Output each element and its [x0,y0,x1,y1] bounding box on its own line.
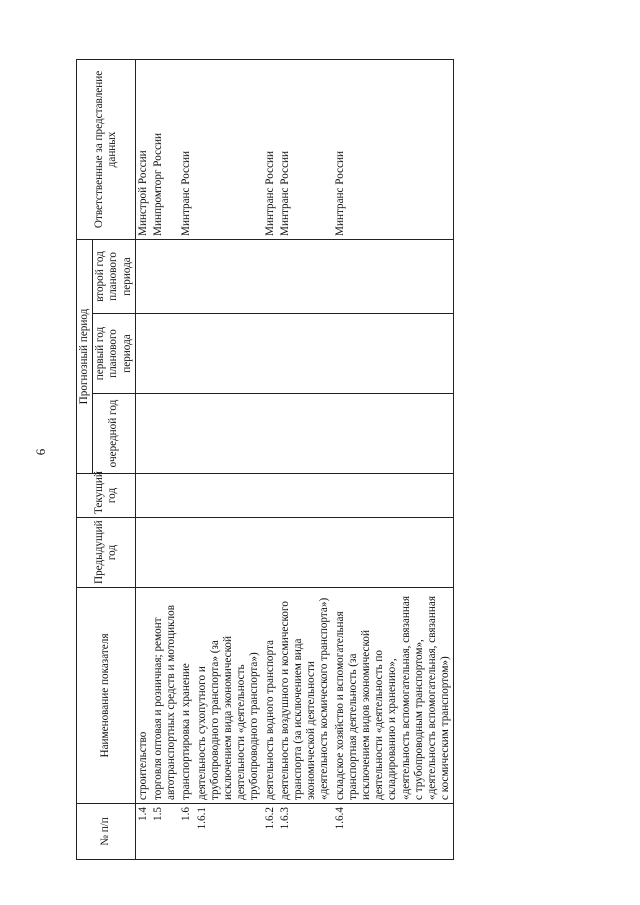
row-responsible: Минпромторг России [151,59,179,239]
row-responsible [195,59,263,239]
cell-plan1 [151,314,179,394]
cell-plan1 [195,314,263,394]
header-curr-year: Текущий год [77,474,136,518]
cell-next [151,394,179,474]
cell-prev [333,518,454,588]
cell-plan2 [278,239,333,313]
table-row [263,59,278,859]
row-responsible: Минтранс России [333,59,454,239]
cell-curr [135,474,151,518]
rotated-sheet [76,60,596,860]
cell-next [179,394,194,474]
row-num: 1.6.2 [263,804,278,860]
table-row [195,59,263,859]
header-plan-year-1: первый год планового периода [93,314,136,394]
cell-plan2 [195,239,263,313]
row-name: складское хозяйство и вспомогательная транспортная деятельность (за исключением видов экономической деятельности «деятельность по складированию и хранению», «деятельность вспомогательная, связанная с трубопроводным транспортом», «деятельность вспомогательная, связанная с космическим транспортом») [333,588,454,804]
row-name: деятельность сухопутного и трубопроводного транспорта» (за исключением вида экономической деятельности «деятельность трубопроводного транспорта») [195,588,263,804]
row-num: 1.5 [151,804,179,860]
cell-prev [151,518,179,588]
cell-next [263,394,278,474]
row-name: деятельность воздушного и космического транспорта (за исключением вида экономической деятельности «деятельность космического транспорта») [278,588,333,804]
indicator-table [76,59,454,860]
row-num: 1.6.3 [278,804,333,860]
cell-plan1 [278,314,333,394]
header-row-1 [77,59,93,859]
cell-plan1 [263,314,278,394]
table-row [135,59,151,859]
row-num: 1.6.1 [195,804,263,860]
table-row [333,59,454,859]
cell-prev [135,518,151,588]
cell-curr [263,474,278,518]
cell-curr [278,474,333,518]
row-responsible: Минтранс России [278,59,333,239]
cell-plan1 [179,314,194,394]
row-responsible: Минстрой России [135,59,151,239]
row-num: 1.6 [179,804,194,860]
row-name: транспортировка и хранение [179,588,194,804]
cell-prev [179,518,194,588]
header-responsible: Ответственные за представление данных [77,59,136,239]
header-num: № п/п [77,804,136,860]
cell-curr [333,474,454,518]
cell-curr [151,474,179,518]
table-row [151,59,179,859]
header-next-year: очередной год [93,394,136,474]
cell-next [333,394,454,474]
row-name: строительство [135,588,151,804]
cell-next [135,394,151,474]
row-num: 1.6.4 [333,804,454,860]
row-responsible: Минтранс России [263,59,278,239]
cell-plan1 [333,314,454,394]
row-name: торговля оптовая и розничная; ремонт автотранспортных средств и мотоциклов [151,588,179,804]
row-num: 1.4 [135,804,151,860]
cell-plan2 [263,239,278,313]
cell-curr [195,474,263,518]
cell-prev [263,518,278,588]
row-name: деятельность водного транспорта [263,588,278,804]
header-plan-year-2: второй год планового периода [93,239,136,313]
table-row [179,59,194,859]
header-prev-year: Предыдущий год [77,518,136,588]
cell-plan2 [179,239,194,313]
row-responsible: Минтранс России [179,59,194,239]
cell-prev [195,518,263,588]
cell-prev [278,518,333,588]
cell-next [278,394,333,474]
cell-plan2 [135,239,151,313]
cell-next [195,394,263,474]
header-forecast: Прогнозный период [77,239,93,473]
cell-plan2 [333,239,454,313]
cell-curr [179,474,194,518]
cell-plan1 [135,314,151,394]
header-name: Наименование показателя [77,588,136,804]
table-row [278,59,333,859]
cell-plan2 [151,239,179,313]
page-number: 6 [33,448,48,456]
